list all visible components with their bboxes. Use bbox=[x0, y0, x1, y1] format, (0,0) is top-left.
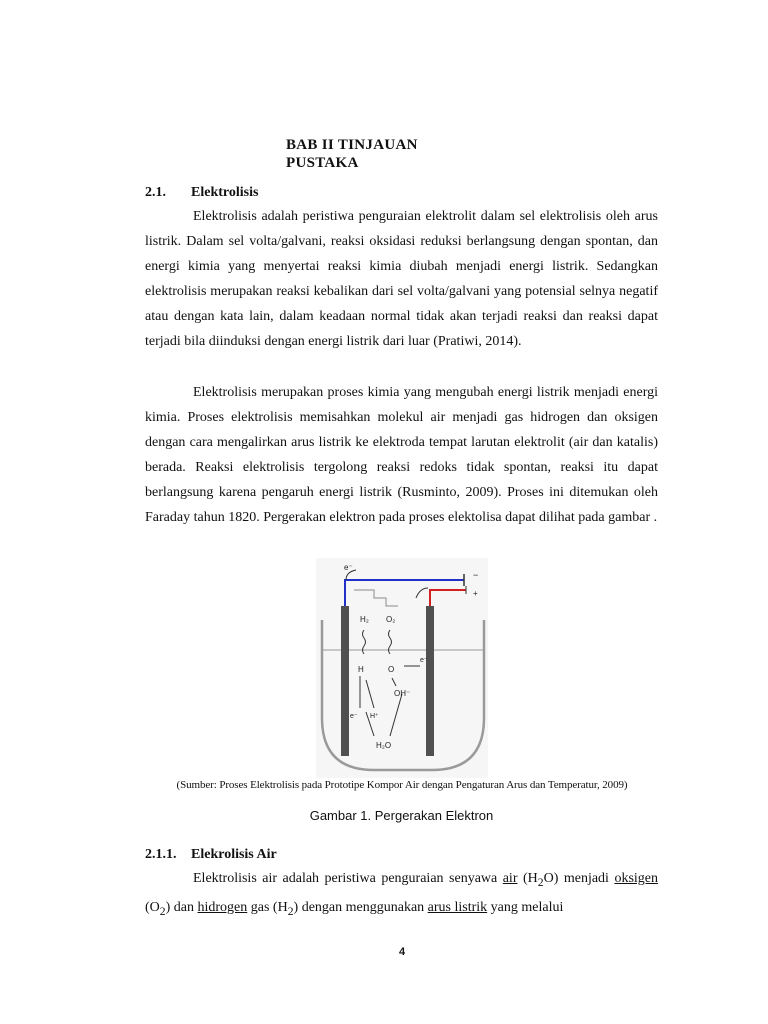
p3-text-4: (O bbox=[145, 899, 160, 915]
electrolysis-diagram bbox=[316, 558, 488, 778]
label-electron-top: e⁻ bbox=[344, 563, 353, 572]
subsection-title: Elekrolisis Air bbox=[191, 847, 277, 862]
p3-text-8: yang melalui bbox=[487, 899, 564, 915]
p3-text-3: O) menjadi bbox=[543, 871, 615, 886]
chapter-title-line2: PUSTAKA bbox=[286, 155, 359, 171]
link-oksigen[interactable]: oksigen bbox=[614, 871, 658, 886]
label-h: H bbox=[358, 665, 364, 674]
subsection-number: 2.1.1. bbox=[145, 847, 177, 862]
label-oh: OH⁻ bbox=[394, 689, 411, 698]
page-number: 4 bbox=[398, 946, 406, 958]
p3-text-5: ) dan bbox=[165, 899, 198, 915]
paragraph-3 bbox=[145, 866, 658, 924]
p3-sub-1: 2 bbox=[537, 875, 544, 889]
p3-text-2: (H bbox=[517, 871, 538, 886]
label-o2: O₂ bbox=[386, 615, 396, 624]
electrolysis-figure bbox=[316, 558, 488, 778]
label-o: O bbox=[388, 665, 395, 674]
p3-text-7: ) dengan menggunakan bbox=[293, 899, 428, 915]
label-h2o: H₂O bbox=[376, 741, 392, 750]
link-arus-listrik[interactable]: arus listrik bbox=[427, 899, 488, 915]
p3-text-1: Elektrolisis air adalah peristiwa penguraian senyawa bbox=[193, 871, 503, 886]
paragraph-1: Elektrolisis adalah peristiwa penguraian elektrolit dalam sel elektrolisis oleh arus listrik. Dalam sel volta/galvani, reaksi oksidasi reduksi berlangsung dengan spontan, dan energi kimia yang menyertai reaksi kimia diubah menjadi energi listrik. Sedangkan elektrolisis merupakan reaksi kebalikan dari sel volta/galvani yang potensial selnya negatif atau dengan kata lain, dalam keadaan normal tidak akan terjadi reaksi dan reaksi dapat terjadi bila diinduksi dengan energi listrik dari luar (Pratiwi, 2014). bbox=[145, 209, 658, 349]
label-minus: − bbox=[473, 570, 479, 580]
paragraph-2: Elektrolisis merupakan proses kimia yang mengubah energi listrik menjadi energi kimia. Proses elektrolisis memisahkan molekul air menjadi gas hidrogen dan oksigen dengan cara mengalirkan arus listrik ke elektroda tempat larutan elektrolit (air dan katalis) berada. Reaksi elektrolisis tergolong reaksi redoks tidak spontan, reaksi itu dapat berlangsung karena pengaruh energi listrik (Rusminto, 2009). Proses ini ditemukan oleh Faraday tahun 1820. Pergerakan elektron pada proses elektolisa dapat dilihat pada gambar . bbox=[145, 385, 658, 525]
section-heading-2-1-1 bbox=[145, 846, 277, 864]
link-hidrogen[interactable]: hidrogen bbox=[197, 899, 248, 915]
section-heading-2-1 bbox=[145, 184, 258, 202]
figure-caption: Gambar 1. Pergerakan Elektron bbox=[309, 808, 494, 823]
link-air[interactable]: air bbox=[502, 871, 518, 886]
label-electron-left: e⁻ bbox=[350, 713, 358, 720]
figure-source: (Sumber: Proses Elektrolisis pada Prototipe Kompor Air dengan Pengaturan Arus dan Temperatur, 2009) bbox=[176, 779, 628, 791]
p3-text-6: gas (H bbox=[247, 899, 288, 915]
p3-sub-3: 2 bbox=[287, 904, 294, 918]
label-h2: H₂ bbox=[360, 615, 369, 624]
label-h-plus: H⁺ bbox=[370, 713, 379, 720]
label-plus: + bbox=[473, 589, 478, 598]
section-number: 2.1. bbox=[145, 185, 166, 200]
chapter-title bbox=[286, 136, 418, 172]
label-electron-right: e⁻ bbox=[420, 657, 428, 664]
p3-sub-2: 2 bbox=[159, 904, 166, 918]
section-title: Elektrolisis bbox=[191, 185, 259, 200]
chapter-title-line1: BAB II TINJAUAN bbox=[286, 137, 418, 153]
